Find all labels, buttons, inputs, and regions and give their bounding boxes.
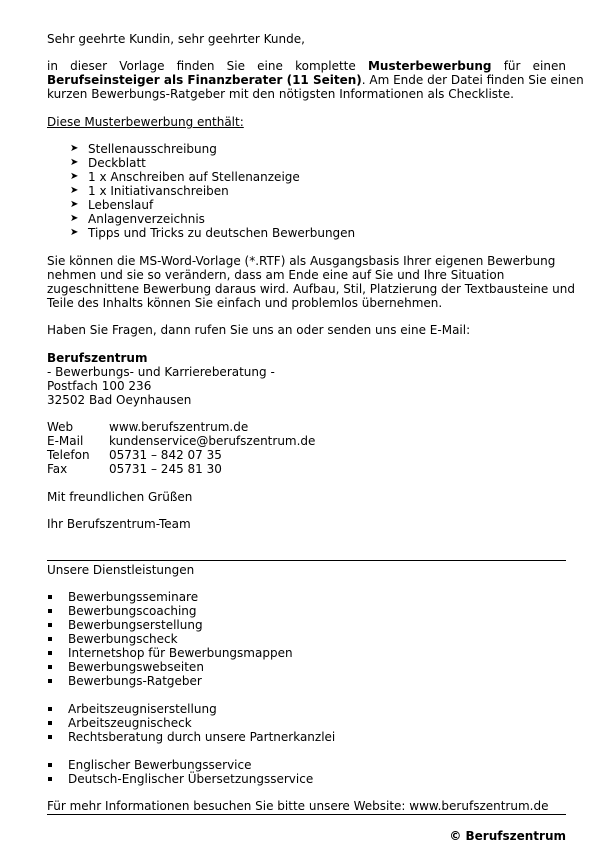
intro-word: in	[47, 59, 58, 73]
contact-label-web: Web	[47, 420, 74, 434]
intro-bold-musterbewerbung: Musterbewerbung	[367, 59, 492, 73]
intro-line-3: kurzen Bewerbungs-Ratgeber mit den nötigsten Informationen als Checkliste.	[47, 87, 514, 101]
square-bullet-icon	[48, 637, 52, 641]
list-item: 1 x Anschreiben auf Stellenanzeige	[88, 170, 300, 184]
intro-line-1	[47, 59, 566, 73]
list-item: Bewerbungscheck	[68, 632, 178, 646]
intro-word: eine	[257, 59, 283, 73]
list-item: Tipps und Tricks zu deutschen Bewerbungen	[88, 226, 356, 240]
list-item: Bewerbungscoaching	[68, 604, 197, 618]
list-item: Stellenausschreibung	[88, 142, 217, 156]
square-bullet-icon	[48, 777, 52, 781]
list-item: Arbeitszeugnischeck	[68, 716, 192, 730]
square-bullet-icon	[48, 679, 52, 683]
contact-web-link[interactable]: www.berufszentrum.de	[109, 420, 249, 434]
list-item: Bewerbungserstellung	[68, 618, 203, 632]
square-bullet-icon	[48, 721, 52, 725]
company-name: Berufszentrum	[47, 351, 148, 365]
square-bullet-icon	[48, 651, 52, 655]
list-item: Arbeitszeugniserstellung	[68, 702, 217, 716]
square-bullet-icon	[48, 623, 52, 627]
list-item: Deckblatt	[88, 156, 146, 170]
signature: Ihr Berufszentrum-Team	[47, 517, 191, 531]
intro-word: einen	[532, 59, 566, 73]
closing: Mit freundlichen Grüßen	[47, 490, 193, 504]
list-item: Englischer Bewerbungsservice	[68, 758, 252, 772]
chevron-bullet-icon: ➤	[70, 185, 79, 196]
divider	[47, 560, 566, 561]
contact-label-fax: Fax	[47, 462, 68, 476]
square-bullet-icon	[48, 609, 52, 613]
chevron-bullet-icon: ➤	[70, 157, 79, 168]
intro-word: komplette	[295, 59, 356, 73]
footer-divider	[47, 814, 566, 815]
list-item: 1 x Initiativanschreiben	[88, 184, 229, 198]
chevron-bullet-icon: ➤	[70, 213, 79, 224]
usage-line: nehmen und sie so verändern, dass am Ende eine auf Sie und Ihre Situation	[47, 268, 505, 282]
contact-fax: 05731 – 245 81 30	[109, 462, 222, 476]
square-bullet-icon	[48, 665, 52, 669]
intro-word: Vorlage	[119, 59, 165, 73]
usage-line: zugeschnittene Bewerbung daraus wird. Aufbau, Stil, Platzierung der Textbausteine und	[47, 282, 575, 296]
list-item: Bewerbungsseminare	[68, 590, 199, 604]
chevron-bullet-icon: ➤	[70, 227, 79, 238]
company-tagline: - Bewerbungs- und Karriereberatung -	[47, 365, 275, 379]
chevron-bullet-icon: ➤	[70, 171, 79, 182]
address-city: 32502 Bad Oeynhausen	[47, 393, 192, 407]
copyright: © Berufszentrum	[449, 829, 566, 843]
intro-word: dieser	[70, 59, 108, 73]
intro-word: für	[503, 59, 521, 73]
intro-line-2	[47, 73, 584, 87]
square-bullet-icon	[48, 707, 52, 711]
footer-info: Für mehr Informationen besuchen Sie bitte unsere Website: www.berufszentrum.de	[47, 799, 549, 813]
contents-heading: Diese Musterbewerbung enthält:	[47, 115, 244, 129]
intro-bold-title: Berufseinsteiger als Finanzberater (11 Seiten)	[47, 73, 362, 87]
contact-label-email: E-Mail	[47, 434, 84, 448]
list-item: Anlagenverzeichnis	[88, 212, 205, 226]
intro-word: finden	[176, 59, 215, 73]
chevron-bullet-icon: ➤	[70, 143, 79, 154]
greeting: Sehr geehrte Kundin, sehr geehrter Kunde,	[47, 32, 305, 46]
square-bullet-icon	[48, 595, 52, 599]
usage-line: Sie können die MS-Word-Vorlage (*.RTF) als Ausgangsbasis Ihrer eigenen Bewerbung	[47, 254, 556, 268]
intro-rest: . Am Ende der Datei finden Sie einen	[361, 73, 584, 87]
usage-line: Teile des Inhalts können Sie einfach und problemlos übernehmen.	[47, 296, 443, 310]
chevron-bullet-icon: ➤	[70, 199, 79, 210]
services-heading: Unsere Dienstleistungen	[47, 563, 195, 577]
contact-phone: 05731 – 842 07 35	[109, 448, 222, 462]
list-item: Internetshop für Bewerbungsmappen	[68, 646, 293, 660]
list-item: Bewerbungs-Ratgeber	[68, 674, 202, 688]
list-item: Bewerbungswebseiten	[68, 660, 204, 674]
address-postbox: Postfach 100 236	[47, 379, 152, 393]
contact-label-phone: Telefon	[47, 448, 90, 462]
contact-email-link[interactable]: kundenservice@berufszentrum.de	[109, 434, 316, 448]
square-bullet-icon	[48, 763, 52, 767]
questions-text: Haben Sie Fragen, dann rufen Sie uns an oder senden uns eine E-Mail:	[47, 323, 471, 337]
square-bullet-icon	[48, 735, 52, 739]
list-item: Rechtsberatung durch unsere Partnerkanzlei	[68, 730, 336, 744]
list-item: Lebenslauf	[88, 198, 154, 212]
list-item: Deutsch-Englischer Übersetzungsservice	[68, 772, 314, 786]
intro-word: Sie	[226, 59, 245, 73]
